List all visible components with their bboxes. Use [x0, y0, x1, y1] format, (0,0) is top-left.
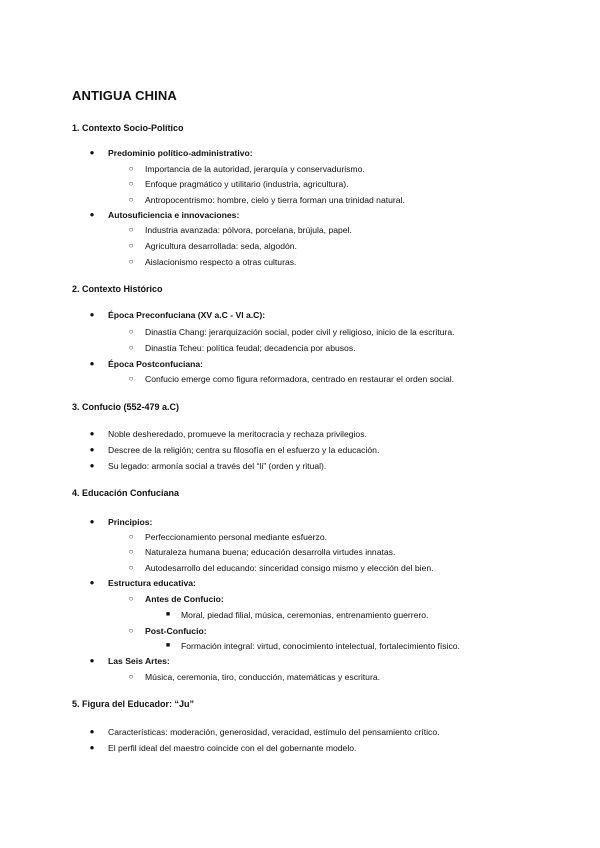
list-item-text: Post-Confucio: — [145, 626, 207, 636]
bullet-circle-icon: ○ — [128, 179, 134, 188]
list-item-text: Antes de Confucio: — [145, 594, 224, 604]
bullet-disc-icon: ● — [89, 517, 95, 526]
bullet-disc-icon: ● — [89, 445, 95, 454]
list-item-text: Su legado: armonía social a través del “li” (orden y ritual). — [108, 461, 327, 471]
section-heading: 1. Contexto Socio-Político — [72, 123, 184, 133]
bullet-circle-icon: ○ — [128, 195, 134, 204]
document-title: ANTIGUA CHINA — [72, 88, 177, 103]
list-item-text: Dinastía Chang: jerarquización social, poder civil y religioso, inicio de la escritura. — [145, 327, 455, 337]
bullet-circle-icon: ○ — [128, 672, 134, 681]
bullet-disc-icon: ● — [89, 210, 95, 219]
bullet-disc-icon: ● — [89, 148, 95, 157]
bullet-circle-icon: ○ — [128, 626, 134, 635]
list-item-text: Formación integral: virtud, conocimiento intelectual, fortalecimiento físico. — [181, 641, 460, 651]
bullet-disc-icon: ● — [89, 461, 95, 470]
list-item-text: Enfoque pragmático y utilitario (industria, agricultura). — [145, 179, 349, 189]
bullet-circle-icon: ○ — [128, 532, 134, 541]
list-item-text: Moral, piedad filial, música, ceremonias, entrenamiento guerrero. — [181, 610, 429, 620]
bullet-square-icon: ■ — [165, 642, 171, 649]
list-item-text: Importancia de la autoridad, jerarquía y conservadurismo. — [145, 164, 365, 174]
bullet-disc-icon: ● — [89, 359, 95, 368]
list-item-text: Noble desheredado, promueve la meritocracia y rechaza privilegios. — [108, 429, 367, 439]
list-item-text: Aislacionismo respecto a otras culturas. — [145, 257, 297, 267]
section-heading: 4. Educación Confuciana — [72, 488, 180, 498]
bullet-circle-icon: ○ — [128, 374, 134, 383]
list-item-text: Confucio emerge como figura reformadora, centrado en restaurar el orden social. — [145, 374, 455, 384]
bullet-square-icon: ■ — [165, 611, 171, 618]
bullet-circle-icon: ○ — [128, 563, 134, 572]
bullet-disc-icon: ● — [89, 727, 95, 736]
list-item-text: Naturaleza humana buena; educación desarrolla virtudes innatas. — [145, 547, 396, 557]
list-item-text: Época Preconfuciana (XV a.C - VI a.C): — [108, 310, 266, 320]
bullet-disc-icon: ● — [89, 310, 95, 319]
list-item-text: Descree de la religión; centra su filosofía en el esfuerzo y la educación. — [108, 445, 380, 455]
bullet-circle-icon: ○ — [128, 343, 134, 352]
list-item-text: Época Postconfuciana: — [108, 359, 204, 369]
bullet-disc-icon: ● — [89, 656, 95, 665]
list-item-text: El perfil ideal del maestro coincide con el del gobernante modelo. — [108, 743, 357, 753]
bullet-circle-icon: ○ — [128, 241, 134, 250]
list-item-text: Predominio político-administrativo: — [108, 148, 253, 158]
bullet-circle-icon: ○ — [128, 225, 134, 234]
list-item-text: Las Seis Artes: — [108, 656, 170, 666]
list-item-text: Características: moderación, generosidad, veracidad, estímulo del pensamiento crítico. — [108, 727, 440, 737]
list-item-text: Industria avanzada: pólvora, porcelana, brújula, papel. — [145, 225, 352, 235]
bullet-disc-icon: ● — [89, 743, 95, 752]
bullet-circle-icon: ○ — [128, 164, 134, 173]
list-item-text: Principios: — [108, 517, 153, 527]
bullet-circle-icon: ○ — [128, 327, 134, 336]
list-item-text: Autodesarrollo del educando: sinceridad consigo mismo y elección del bien. — [145, 563, 434, 573]
bullet-disc-icon: ● — [89, 578, 95, 587]
section-heading: 5. Figura del Educador: “Ju” — [72, 699, 195, 709]
list-item-text: Estructura educativa: — [108, 578, 196, 588]
list-item-text: Antropocentrismo: hombre, cielo y tierra forman una trinidad natural. — [145, 195, 405, 205]
section-heading: 2. Contexto Histórico — [72, 284, 163, 294]
list-item-text: Autosuficiencia e innovaciones: — [108, 210, 240, 220]
section-heading: 3. Confucio (552-479 a.C) — [72, 402, 180, 412]
bullet-circle-icon: ○ — [128, 547, 134, 556]
list-item-text: Agricultura desarrollada: seda, algodón. — [145, 241, 297, 251]
list-item-text: Perfeccionamiento personal mediante esfuerzo. — [145, 532, 328, 542]
bullet-circle-icon: ○ — [128, 257, 134, 266]
bullet-disc-icon: ● — [89, 429, 95, 438]
list-item-text: Música, ceremonia, tiro, conducción, matemáticas y escritura. — [145, 672, 380, 682]
bullet-circle-icon: ○ — [128, 594, 134, 603]
list-item-text: Dinastía Tcheu: política feudal; decadencia por abusos. — [145, 343, 356, 353]
